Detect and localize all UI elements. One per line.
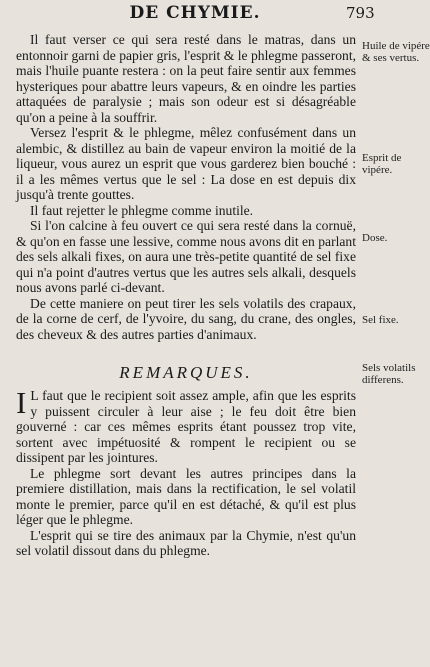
paragraph-huile: Il faut verser ce qui sera resté dans le matras, dans un entonnoir garni de papier gris, l'esprit & le phlegme passeront, mais l'huile puante restera : on la peut faire sentir aux femmes hysteriques pour abattre leurs vapeurs, & en oindre les parties attaquées de paralysie ; mais son odeur est si désagréable qu'on a peine à la souffrir. [16,32,356,125]
remarques-paragraph-recipient-text: L faut que le recipient soit assez ample, afin que les esprits y puissent circuler à leur aise ; le feu doit être bien gouverné : car ces mêmes esprits étant poussez trop vite, sortent avec impétuosité & rompent le recipient ou se dissipent par les jointures. [16,388,356,465]
page-header [0,3,430,25]
margin-note-dose: Dose. [362,232,388,244]
paragraph-calcine: Si l'on calcine à feu ouvert ce qui sera resté dans la cornuë, & qu'on en fasse une lessive, comme nous avons dit en parlant des sels alkali fixes, on aura une très-petite quantité de sel fixe qui n'a point d'autres vertus que les autres sels alkali, desquels nous avons parlé ci-devant. [16,218,356,295]
margin-note-esprit: Esprit de vipére. [362,152,402,176]
page-number: 793 [346,4,375,22]
remarques-paragraph-recipient [16,385,356,466]
paragraph-esprit: Versez l'esprit & le phlegme, mêlez confusément dans un alembic, & distillez au bain de vapeur environ la moitié de la liqueur, vous aurez un esprit que vous garderez bien bouché : il a les mêmes vertus que le sel : La dose en est depuis dix jusqu'à trente gouttes. [16,125,356,202]
main-text [16,32,356,559]
remarques-paragraph-phlegme: Le phlegme sort devant les autres principes dans la premiere distillation, mais dans la rectification, le sel volatil monte le premier, parce qu'il en est détaché, & qu'il est plus léger que le phlegme. [16,465,356,527]
margin-note-sel-fixe: Sel fixe. [362,314,399,326]
running-title: DE CHYMIE. [129,3,261,23]
paragraph-sels-volatils: De cette maniere on peut tirer les sels volatils des crapaux, de la corne de cerf, de l'yvoire, du sang, du crane, des ongles, des cheveux & des autres parties d'animaux. [16,295,356,342]
drop-cap: I [16,385,27,420]
remarques-paragraph-esprit: L'esprit qui se tire des animaux par la Chymie, n'est qu'un sel volatil dissout dans du phlegme. [16,527,356,558]
margin-note-huile: Huile de vipére & ses vertus. [362,40,430,64]
paragraph-phlegme: Il faut rejetter le phlegme comme inutile. [30,202,254,218]
margin-note-sels-volatils: Sels volatils differens. [362,362,416,386]
remarques-heading: REMARQUES. [119,363,253,382]
